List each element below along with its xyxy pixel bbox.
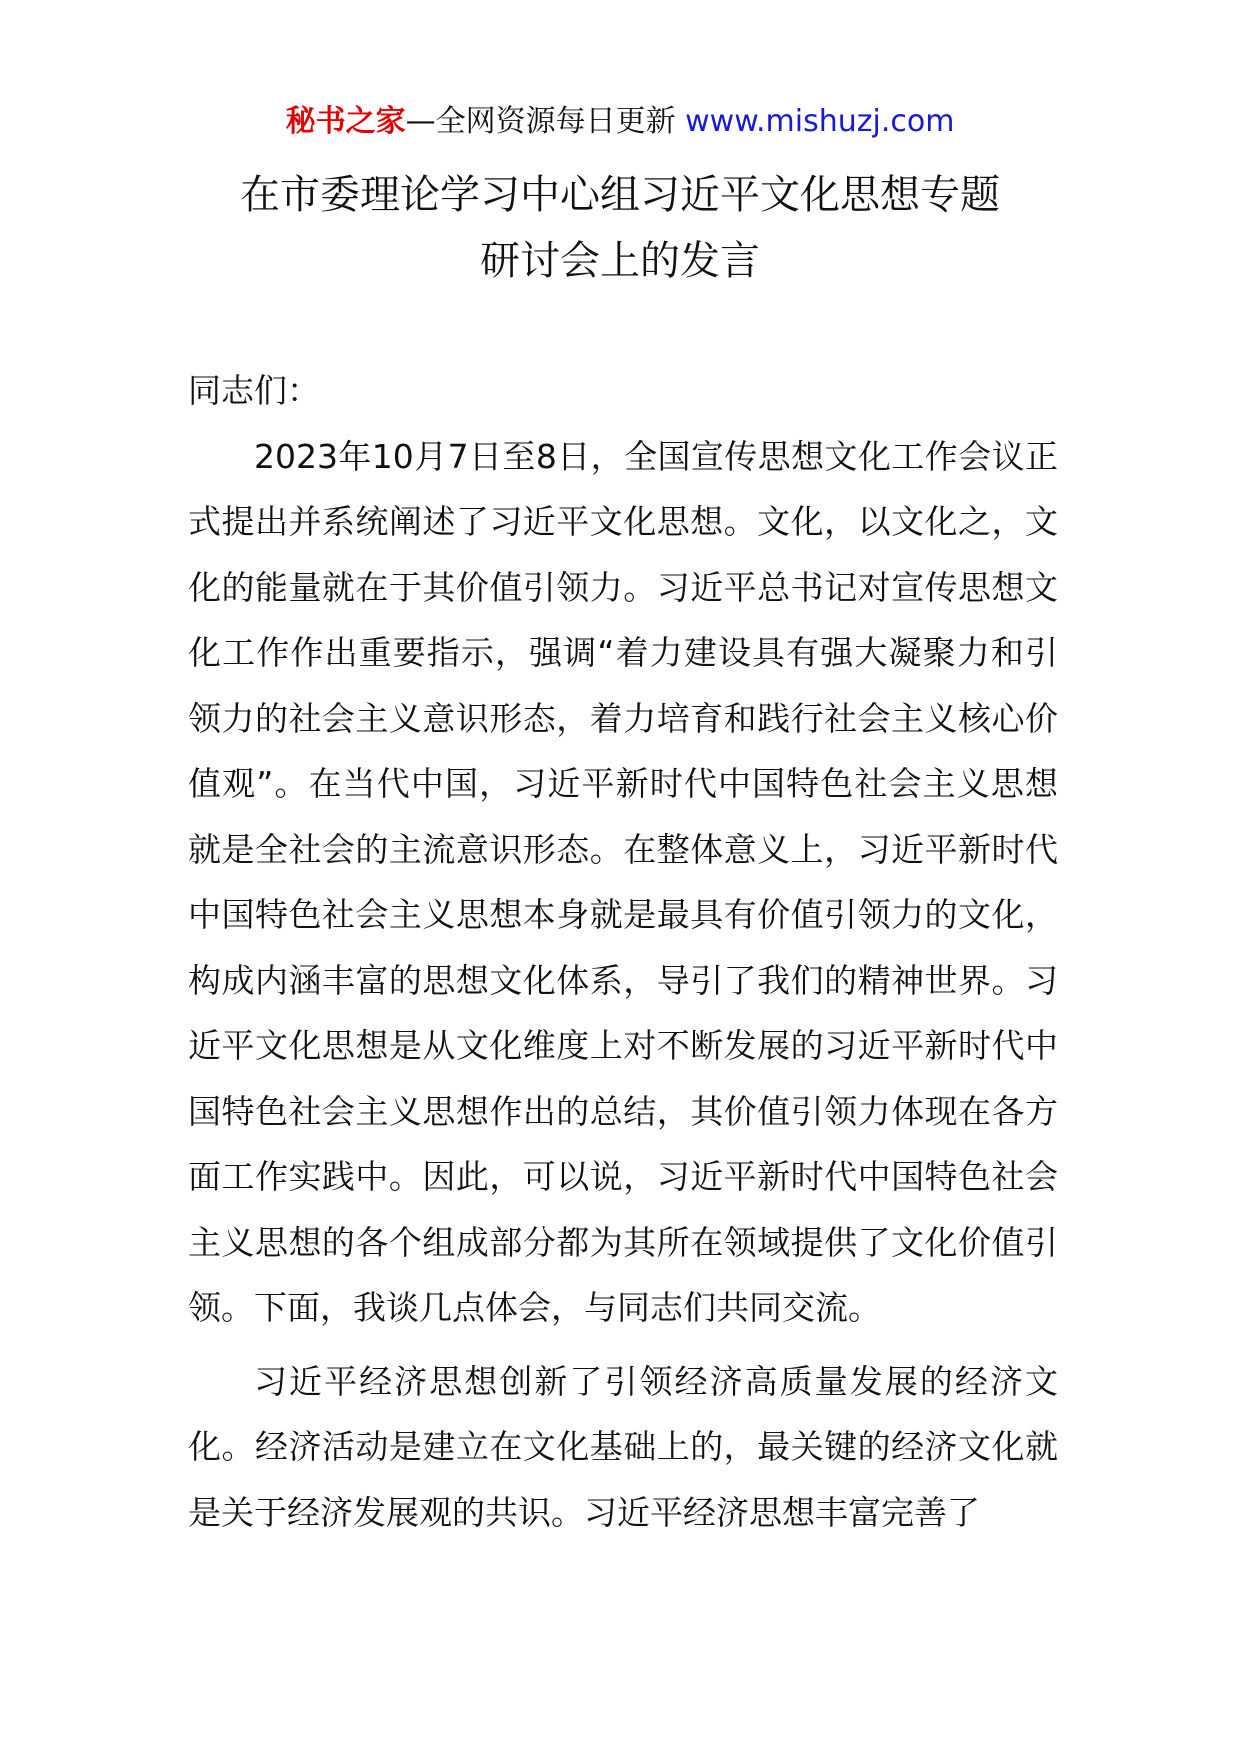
document-body xyxy=(188,358,1058,1545)
body-paragraph: 2023年10月7日至8日，全国宣传思想文化工作会议正式提出并系统阐述了习近平文化思想。文化，以文化之，文化的能量就在于其价值引领力。习近平总书记对宣传思想文化工作作出重要指示，强调“着力建设具有强大凝聚力和引领力的社会主义意识形态，着力培育和践行社会主义核心价值观”。在当代中国，习近平新时代中国特色社会主义思想就是全社会的主流意识形态。在整体意义上，习近平新时代中国特色社会主义思想本身就是最具有价值引领力的文化，构成内涵丰富的思想文化体系，导引了我们的精神世界。习近平文化思想是从文化维度上对不断发展的习近平新时代中国特色社会主义思想作出的总结，其价值引领力体现在各方面工作实践中。因此，可以说，习近平新时代中国特色社会主义思想的各个组成部分都为其所在领域提供了文化价值引领。下面，我谈几点体会，与同志们共同交流。 xyxy=(188,436,1058,1327)
watermark-url[interactable]: www.mishuzj.com xyxy=(685,104,955,139)
title-line-1: 在市委理论学习中心组习近平文化思想专题 xyxy=(240,172,1000,218)
watermark-header xyxy=(0,100,1240,144)
watermark-slogan: —全网资源每日更新 xyxy=(405,104,676,139)
watermark-brand: 秘书之家 xyxy=(285,104,406,139)
body-paragraph: 习近平经济思想创新了引领经济高质量发展的经济文化。经济活动是建立在文化基础上的，最关键的经济文化就是关于经济发展观的共识。习近平经济思想丰富完善了 xyxy=(188,1361,1058,1532)
salutation: 同志们： xyxy=(188,371,320,410)
document-title xyxy=(0,162,1240,294)
title-line-2: 研讨会上的发言 xyxy=(480,238,760,284)
